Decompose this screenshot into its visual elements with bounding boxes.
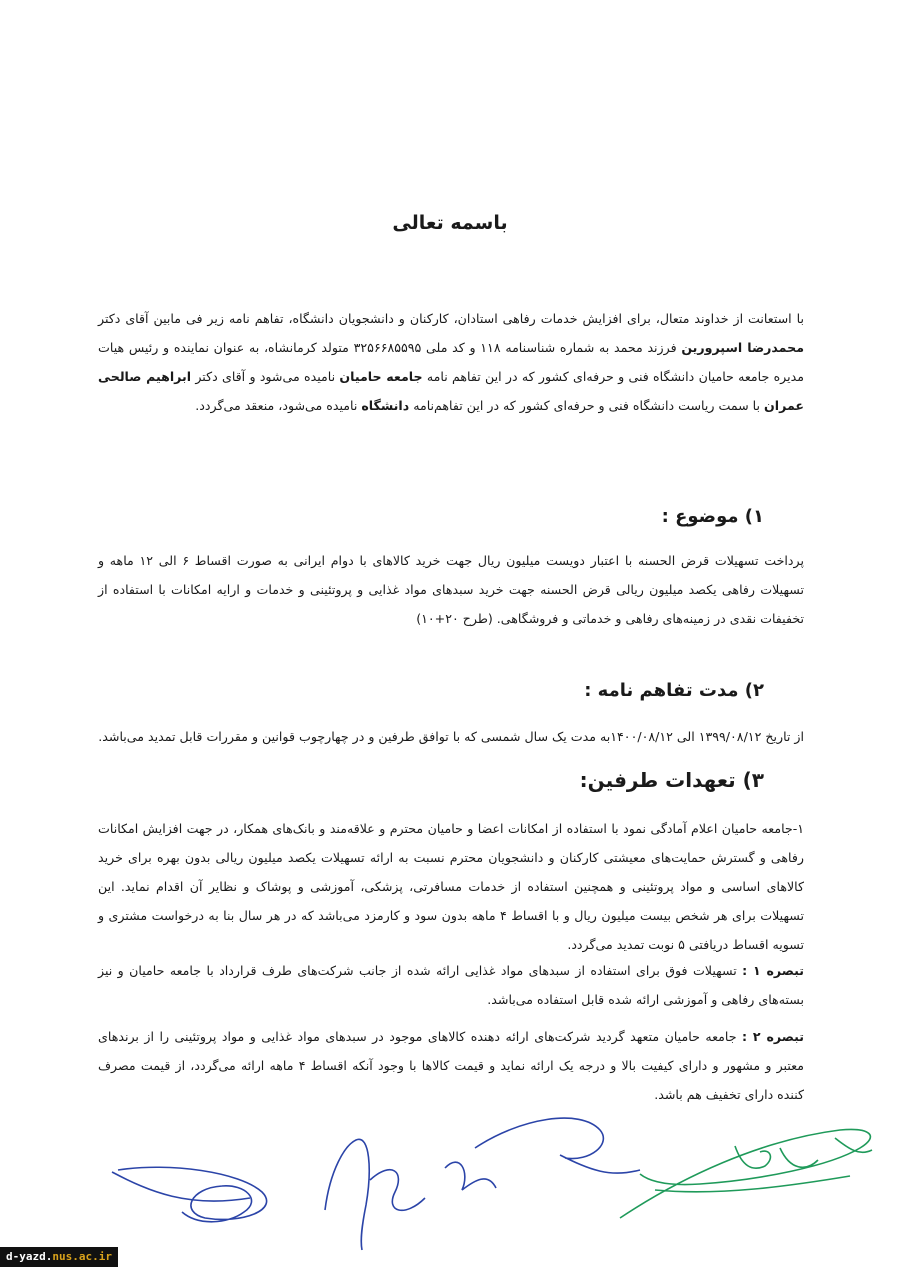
intro-text-3: نامیده می‌شود و آقای دکتر — [191, 369, 340, 384]
signature-middle — [325, 1118, 640, 1250]
note-2-label: تبصره ۲ : — [742, 1029, 805, 1044]
intro-text-4: با سمت ریاست دانشگاه فنی و حرفه‌ای کشور که در این تفاهم‌نامه — [409, 398, 765, 413]
party-2-title: دانشگاه — [361, 398, 410, 413]
note-1-label: تبصره ۱ : — [742, 963, 805, 978]
section-1-heading: ۱) موضوع : — [661, 506, 764, 527]
section-2-body: از تاریخ ۱۳۹۹/۰۸/۱۲ الی ۱۴۰۰/۰۸/۱۲به مدت یک سال شمسی که با توافق طرفین و در چهارچوب قوانین و مقررات قابل تمدید می‌باشد. — [98, 729, 804, 744]
document-title: باسمه تعالی — [392, 212, 508, 234]
party-1-name: محمدرضا اسپرورین — [681, 340, 804, 355]
section-1-body: پرداخت تسهیلات قرض الحسنه با اعتبار دویست میلیون ریال جهت خرید کالاهای با دوام ایرانی به صورت اقساط ۶ الی ۱۲ ماهه و تسهیلات رفاهی یکصد میلیون ریالی قرض الحسنه جهت خرید سبدهای مواد غذایی و پروتئینی و خدمات و ارایه امکانات با استفاده از تخفیفات نقدی در زمینه‌های رفاهی و خدماتی و فروشگاهی. (طرح ۲۰+۱۰) — [98, 553, 804, 626]
party-1-title: جامعه حامیان — [339, 369, 423, 384]
section-2-heading: ۲) مدت تفاهم نامه : — [584, 680, 764, 701]
intro-text-2: فرزند محمد به شماره شناسنامه ۱۱۸ و کد ملی ۳۲۵۶۶۸۵۵۹۵ متولد کرمانشاه، به عنوان نماینده و رئیس هیات مدیره جامعه حامیان دانشگاه فنی و حرفه‌ای کشور که در این تفاهم نامه — [98, 340, 804, 384]
party-2-name: ابراهیم صالحی عمران — [98, 369, 804, 413]
source-watermark — [0, 1247, 118, 1267]
note-1 — [98, 956, 804, 1014]
section-3-item-1: ۱-جامعه حامیان اعلام آمادگی نمود با استفاده از امکانات اعضا و حامیان محترم و علاقه‌مند و بانک‌های همکار، در جهت افزایش امکانات رفاهی و گسترش حمایت‌های معیشتی کارکنان و دانشجویان محترم نسبت به ارائه تسهیلات یکصد میلیون ریالی بدون بهره برای خرید کالاهای اساسی و مواد پروتئینی و همچنین استفاده از خدمات مسافرتی، پزشکی، آموزشی و پوشاک و نظایر آن اقدام نماید. این تسهیلات برای هر شخص بیست میلیون ریال و با اقساط ۴ ماهه بدون سود و کارمزد می‌باشد که در هر سال بنا به درخواست مشتری و تسویه اقساط دریافتی ۵ نوبت تمدید می‌گردد. — [98, 821, 805, 952]
signatures — [0, 1100, 900, 1273]
intro-paragraph — [98, 304, 804, 420]
signature-left — [112, 1167, 267, 1222]
note-2 — [98, 1022, 804, 1109]
signature-right — [620, 1129, 872, 1218]
note-1-body: تسهیلات فوق برای استفاده از سبدهای مواد غذایی ارائه شده از جانب شرکت‌های طرف قرارداد با جامعه حامیان و نیز بسته‌های رفاهی و آموزشی ارائه شده قابل استفاده می‌باشد. — [98, 963, 804, 1007]
intro-text-1: با استعانت از خداوند متعال، برای افزایش خدمات رفاهی استادان، کارکنان و دانشجویان دانشگاه، تفاهم نامه زیر فی مابین آقای دکتر — [98, 311, 804, 326]
note-2-body: جامعه حامیان متعهد گردید شرکت‌های ارائه دهنده کالاهای موجود در سبدهای مواد غذایی و مواد پروتئینی را از برندهای معتبر و مشهور و دارای کیفیت بالا و درجه یک ارائه نماید و قیمت کالاها با وجود آنکه اقساط ۴ ماهه ارائه می‌گردد، از قیمت مصرف کننده دارای تخفیف هم باشد. — [98, 1029, 804, 1102]
intro-text-5: نامیده می‌شود، منعقد می‌گردد. — [195, 398, 362, 413]
watermark-prefix: d-yazd. — [6, 1250, 53, 1263]
section-3-heading: ۳) تعهدات طرفین: — [579, 768, 764, 792]
watermark-suffix: nus.ac.ir — [52, 1250, 112, 1263]
